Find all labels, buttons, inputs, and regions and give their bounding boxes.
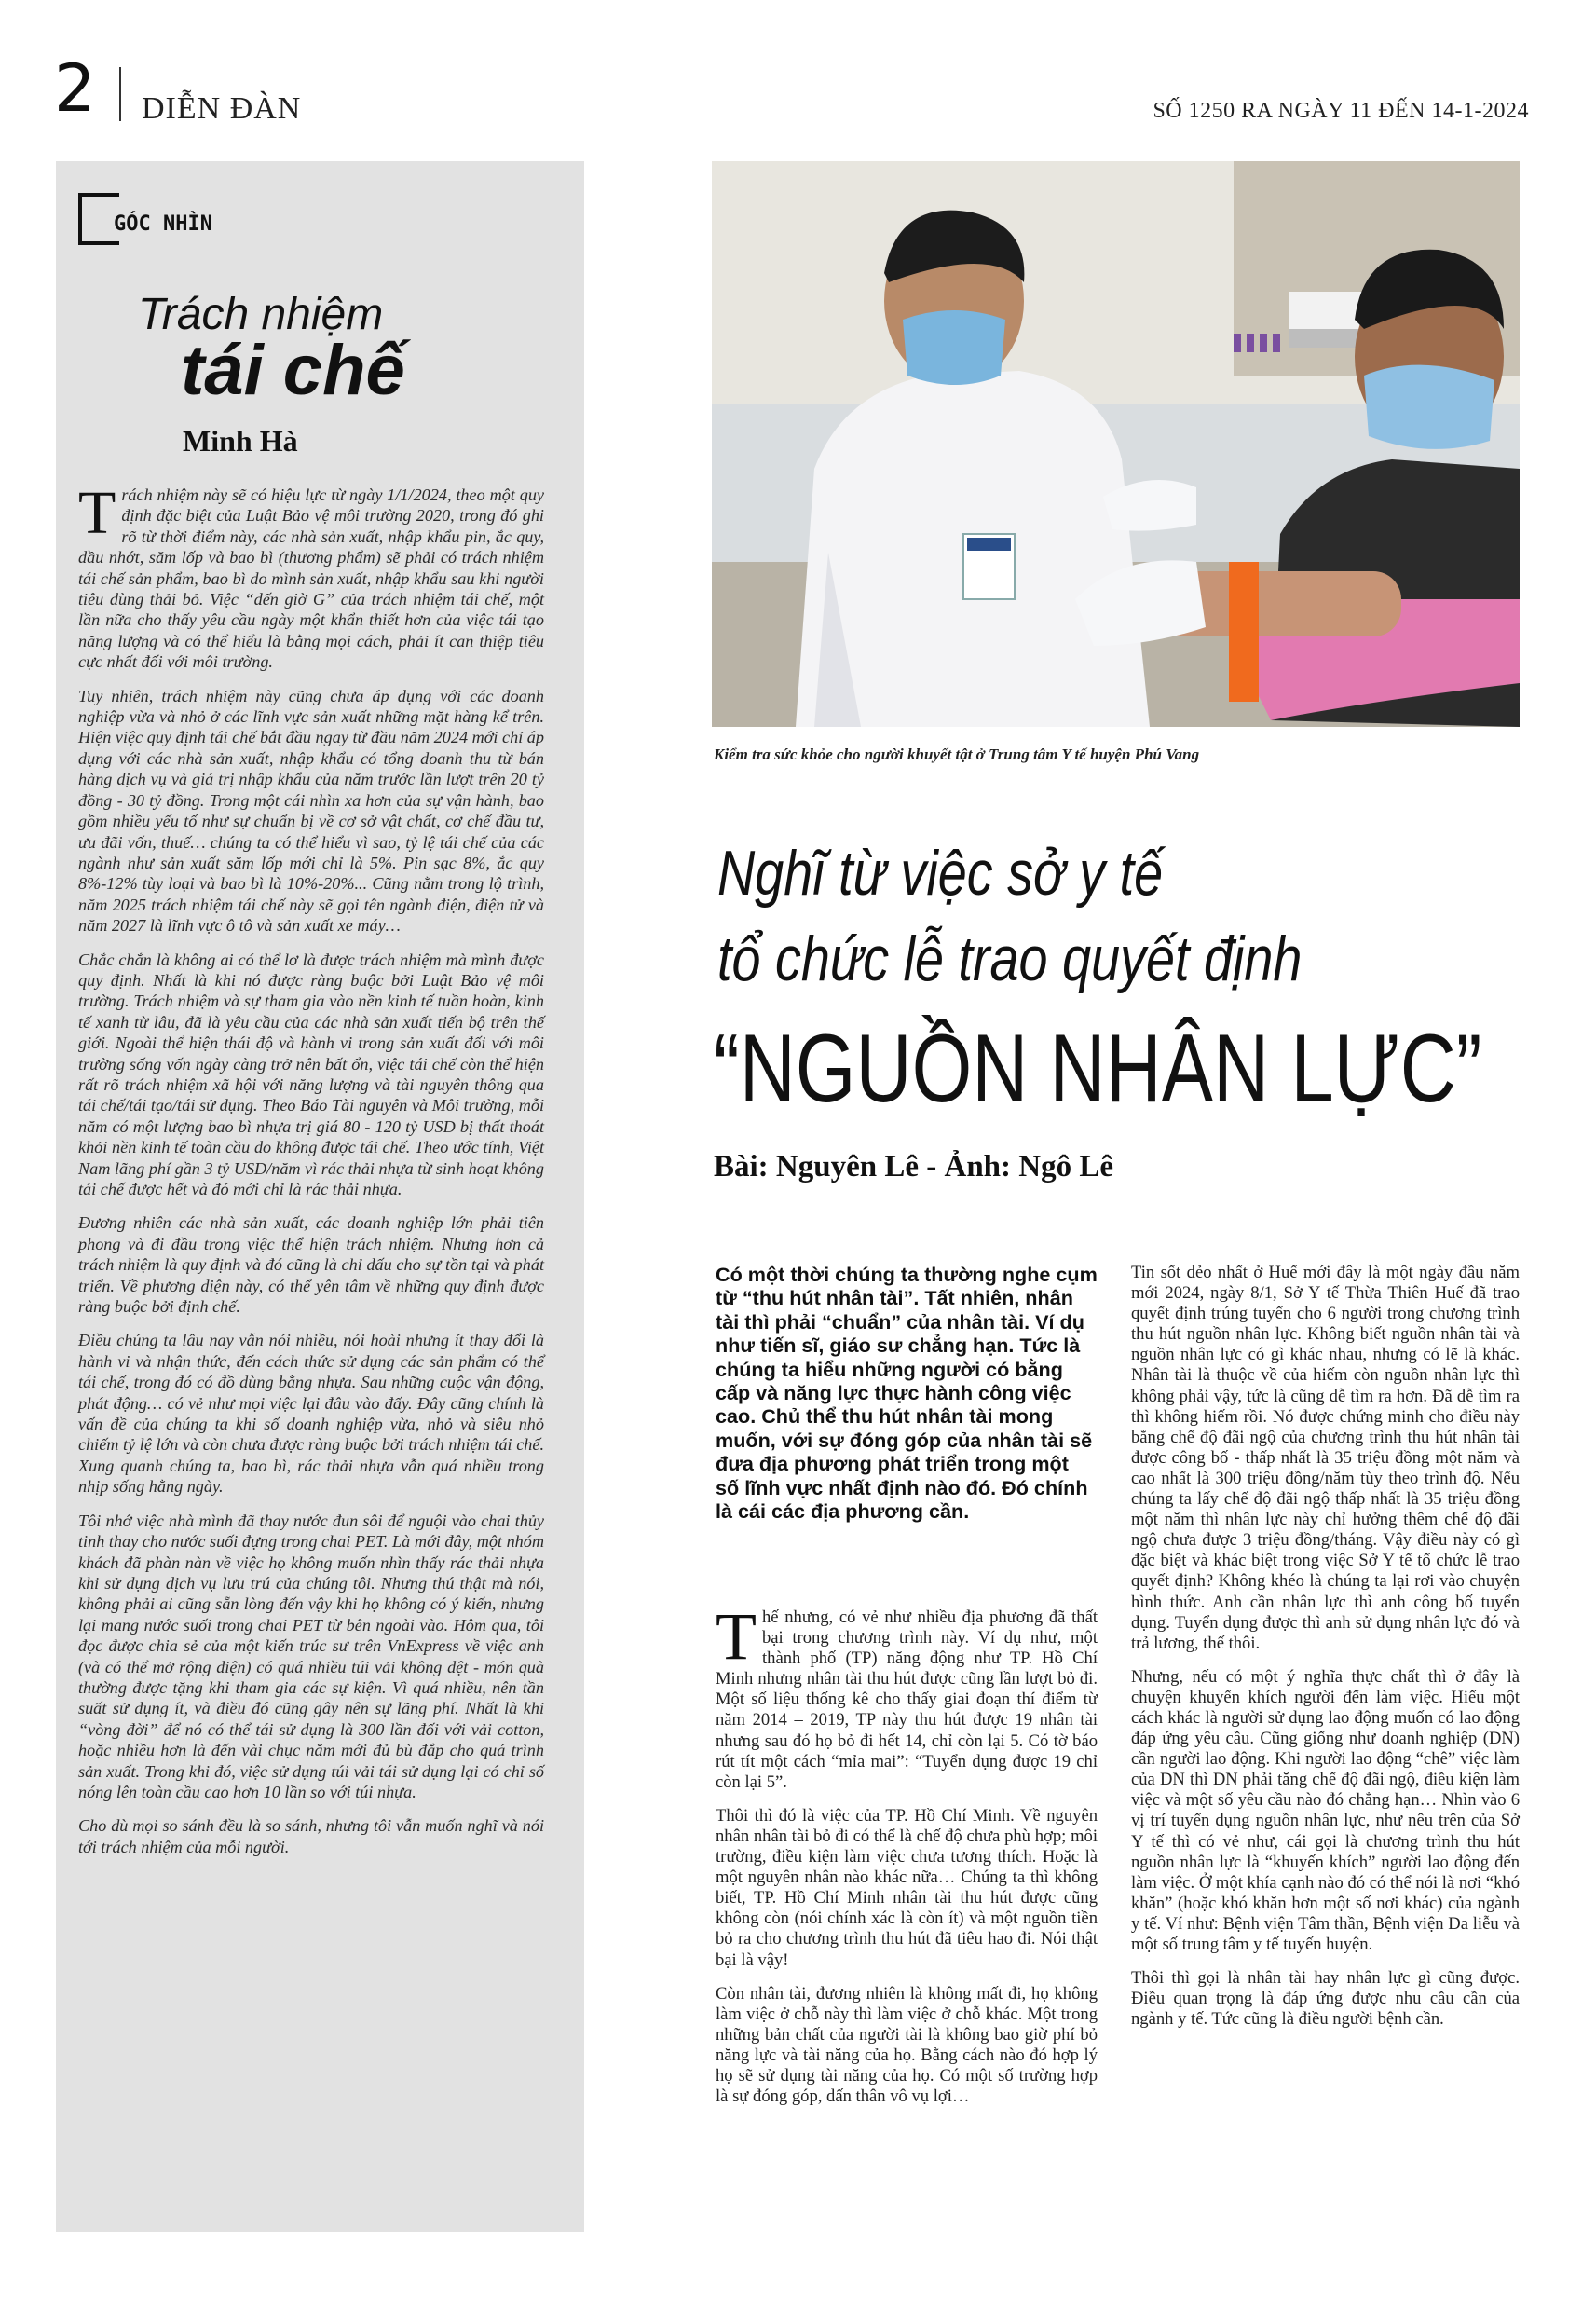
article-lead: Có một thời chúng ta thường nghe cụm từ “thu hút nhân tài”. Tất nhiên, nhân tài thì phải “chuẩn” của nhân tài. Ví dụ như tiến sĩ, giáo sư chẳng hạn. Tức là chúng ta hiểu những người có bằng cấp và năng lực thực hành công việc cao. Chủ thể thu hút nhân tài mong muốn, với sự đóng góp của nhân tài sẽ đưa địa phương phát triển trong một số lĩnh vực nhất định nào đó. Đó chính là cái các địa phương cần. [716, 1263, 1098, 1524]
article-paragraph: Còn nhân tài, đương nhiên là không mất đi, họ không làm việc ở chỗ này thì làm việc ở chỗ khác. Một trong những bản chất của người tài là không bao giờ phí bỏ năng lực và tài năng của họ. Bằng cách nào đó hợp lý họ sẽ sử dụng tài năng của họ. Có một số trường hợp là sự đóng góp, dấn thân vô vụ lợi… [716, 1983, 1098, 2107]
photo-caption: Kiểm tra sức khỏe cho người khuyết tật ở Trung tâm Y tế huyện Phú Vang [714, 746, 1200, 763]
article-byline: Bài: Nguyên Lê - Ảnh: Ngô Lê [714, 1150, 1114, 1183]
issue-info: SỐ 1250 RA NGÀY 11 ĐẾN 14-1-2024 [1153, 99, 1529, 123]
sidebar-paragraph: Điều chúng ta lâu nay vẫn nói nhiều, nói hoài nhưng ít thay đổi là hành vi và nhận thức, đến cách thức sử dụng các sản phẩm có thể tái chế, trong đó có đồ dùng bằng nhựa. Sau những cuộc vận động, phát động… có vẻ như mọi việc lại đâu vào đấy. Đây cũng chính là vấn đề của chúng ta khi số doanh nghiệp vừa, nhỏ và siêu nhỏ chiếm tỷ lệ lớn và còn chưa được ràng buộc bởi trách nhiệm tái chế. Xung quanh chúng ta, bao bì, rác thải nhựa vẫn quá nhiều trong nhịp sống hằng ngày. [78, 1331, 544, 1497]
page-number: 2 [54, 50, 96, 127]
sidebar-dropcap: T [78, 479, 116, 547]
article-dropcap: T [716, 1599, 757, 1674]
article-photo [712, 161, 1520, 727]
sidebar-author: Minh Hà [183, 424, 298, 458]
headline-line1: Nghĩ từ việc sở y tế [717, 838, 1164, 909]
sidebar-title-line1: Trách nhiệm [138, 290, 384, 339]
sidebar-paragraph: Cho dù mọi so sánh đều là so sánh, nhưng tôi vẫn muốn nghĩ và nói tới trách nhiệm của mỗi người. [78, 1816, 544, 1856]
article-paragraph: Thôi thì đó là việc của TP. Hồ Chí Minh. Về nguyên nhân nhân tài bỏ đi có thể là chế độ chưa phù hợp; môi trường, điều kiện làm việc chưa tương thích. Hoặc là một nguyên nhân nào khác nữa… Chúng ta thì không biết, TP. Hồ Chí Minh nhân tài thu hút được cũng không còn (nói chính xác là còn ít) và một nguồn tiền bỏ ra cho chương trình thu hút đã tiêu hao đi. Nói thật bại là vậy! [716, 1805, 1098, 1970]
article-paragraph: Thôi thì gọi là nhân tài hay nhân lực gì cũng được. Điều quan trọng là đáp ứng được nhu cầu cần của ngành y tế. Tức cũng là điều người bệnh cần. [1131, 1968, 1520, 2030]
column-label: GÓC NHÌN [114, 212, 212, 236]
article-paragraph: Tin sốt dẻo nhất ở Huế mới đây là một ngày đầu năm mới 2024, ngày 8/1, Sở Y tế Thừa Thiên Huế đã trao quyết định trúng tuyển cho 6 người trong chương trình thu hút nguồn nhân lực. Không biết nguồn nhân tài và nguồn nhân lực có gì khác nhau, nhưng có lẽ là khác. Nhân tài là thuộc về của hiếm còn nguồn nhân lực thì không phải vậy, tức là cũng dễ tìm ra hơn. Đã dễ tìm ra thì không hiếm rồi. Nó được chứng minh cho điều này bằng chế độ đãi ngộ của chương trình thu hút nhân tài được công bố - thấp nhất là 35 triệu đồng một năm và cao nhất là 300 triệu đồng/năm tùy theo trình độ. Nếu chúng ta lấy chế độ đãi ngộ thấp nhất là 35 triệu đồng một năm thì nhân lực này chỉ hưởng thêm chế độ đãi ngộ chưa được 3 triệu đồng/tháng. Vậy điều này có gì đặc biệt và khác biệt trong việc Sở Y tế tổ chức lễ trao quyết định? Không khéo là chúng ta lại rơi vào chuyện hình thức. Anh cần nhân lực thì anh công bố tuyển dụng. Tuyển dụng được thì anh sử dụng nhân lực đó và trả lương, thế thôi. [1131, 1263, 1520, 1653]
sidebar-paragraph: Tôi nhớ việc nhà mình đã thay nước đun sôi để nguội vào chai thủy tinh thay cho nước suối đựng trong chai PET. Là mới đây, một nhóm khách đã phàn nàn về việc họ không muốn nhìn thấy rác thải nhựa khi sử dụng dịch vụ lưu trú của chúng tôi. Nhưng thú thật mà nói, không phải ai cũng sẵn lòng đến vậy khi họ không có ý kiến, nhưng lại mang nước suối trong chai PET từ bên ngoài vào. Hôm qua, tôi đọc được chia sẻ của một kiến trúc sư trên VnExpress về việc anh (và có thể mở rộng diện) có quá nhiều túi vải không dệt - món quà thường được tặng khi tham gia các sự kiện. Vì quá nhiều, nên tần suất sử dụng ít, và điều đó cũng gây nên sự lãng phí. Nhất là khi “vòng đời” để nó có thể tái sử dụng là 300 lần đối với vải cotton, hoặc nhiều hơn là đến vài chục năm mới đủ bù đắp cho quá trình sản xuất. Trong khi đó, việc sử dụng túi vải tái sử dụng lại có chỉ số nóng lên toàn cầu cao hơn 10 lần so với túi nhựa. [78, 1511, 544, 1801]
sidebar-body [78, 479, 544, 1870]
sidebar-paragraph: Chắc chắn là không ai có thể lơ là được trách nhiệm mà mình được quy định. Nhất là khi nó được ràng buộc bởi Luật Bảo vệ môi trường. Trách nhiệm và sự tham gia vào nền kinh tế tuần hoàn, kinh tế xanh từ lâu, đã là yêu cầu của các nhà sản xuất tiến bộ trên thế giới. Ngoài thể hiện thái độ và hành vi trong sản xuất đối với môi trường sống vốn ngày càng trở nên bất ổn, việc tái chế còn thể hiện rất rõ trách nhiệm xã hội với năng lượng và tài nguyên thông qua tái chế/tái tạo/tái sử dụng. Theo Báo Tài nguyên và Môi trường, mỗi năm có một lượng bao bì nhựa trị giá 80 - 120 tỷ USD bị thất thoát khỏi nền kinh tế toàn cầu do không được tái chế. Theo ước tính, Việt Nam lãng phí gần 3 tỷ USD/năm vì rác thải nhựa từ sinh hoạt không tái chế được hết và đó mới chỉ là rác thải nhựa. [78, 950, 544, 1198]
section-name: DIỄN ĐÀN [142, 91, 302, 126]
article-column-2 [1131, 1263, 1520, 2043]
sidebar-paragraph: Trách nhiệm này sẽ có hiệu lực từ ngày 1/1/2024, theo một quy định đặc biệt của Luật Bảo vệ môi trường 2020, trong đó ghi rõ từ thời điểm này, các nhà sản xuất, nhập khẩu pin, ắc quy, dầu nhớt, săm lốp và bao bì (thương phẩm) sẽ phải có trách nhiệm tái chế sản phẩm, bao bì do mình sản xuất, nhập khẩu sau khi người tiêu dùng thải bỏ. Việc “đến giờ G” của trách nhiệm tái chế, một lần nữa cho thấy yêu cầu ngày một khẩn thiết hơn của việc tái tạo năng lượng và có thể hiểu là bằng mọi cách, phải ít can thiệp tiêu cực nhất đối với môi trường. [78, 479, 544, 672]
sidebar-paragraph: Đương nhiên các nhà sản xuất, các doanh nghiệp lớn phải tiên phong và đi đầu trong việc thể hiện trách nhiệm. Nhưng hơn cả trách nhiệm là quy định và đó cũng là chỉ dấu cho sự tồn tại và phát triển. Về phương diện này, có thể yên tâm về những quy định được ràng buộc bởi định chế. [78, 1213, 544, 1317]
sidebar-title-line2: tái chế [181, 331, 405, 410]
sidebar-paragraph: Tuy nhiên, trách nhiệm này cũng chưa áp dụng với các doanh nghiệp vừa và nhỏ ở các lĩnh vực sản xuất những mặt hàng kể trên. Hiện việc quy định tái chế bắt đầu ngay từ đầu năm 2024 mới chỉ áp dụng với các nhà sản xuất, nhập khẩu có tổng doanh thu từ bán hàng dịch vụ và giá trị nhập khẩu của năm trước lần lượt trên 20 tỷ đồng - 30 tỷ đồng. Trong một cái nhìn xa hơn của sự vận hành, bao gồm nhiều yếu tố như sự chuẩn bị về cơ sở vật chất, cơ chế đầu tư, ưu đãi vốn, thuế… chúng ta có thể hiểu vì sao, tỷ lệ tái chế của các ngành như sản xuất săm lốp mới chỉ là 5%. Pin sạc 8%, ắc quy 8%-12% tùy loại và bao bì là 10%-20%... Cũng nằm trong lộ trình, năm 2025 trách nhiệm tái chế này sẽ gọi tên ngành điện, điện tử và năm 2027 là lĩnh vực ô tô và sản xuất xe máy… [78, 686, 544, 936]
header-divider [119, 67, 121, 121]
headline-line2: tổ chức lễ trao quyết định [717, 923, 1303, 994]
article-paragraph: Thế nhưng, có vẻ như nhiều địa phương đã thất bại trong chương trình này. Ví dụ như, một thành phố (TP) năng động như TP. Hồ Chí Minh nhưng nhân tài thu hút được cũng lần lượt bỏ đi. Một số liệu thống kê cho thấy giai đoạn thí điểm từ năm 2014 – 2019, TP này thu hút được 19 nhân tài nhưng sau đó họ bỏ đi hết 14, chỉ còn lại 5. Có tờ báo rút tít một cách “mỉa mai”: “Tuyển dụng được 19 chỉ còn lại 5”. [716, 1599, 1098, 1792]
article-paragraph: Nhưng, nếu có một ý nghĩa thực chất thì ở đây là chuyện khuyến khích người đến làm việc. Hiểu một cách khác là người sử dụng lao động muốn có lao động đáp ứng yêu cầu. Cũng giống như doanh nghiệp (DN) cần người lao động. Khi người lao động “chê” việc làm của DN thì DN phải tăng chế độ đãi ngộ, điều kiện làm việc và một số yêu cầu nào đó chẳng hạn… Nhìn vào 6 vị trí tuyển dụng nguồn nhân lực, như nêu trên của Sở Y tế thì có vẻ như, cái gọi là chương trình thu hút nguồn nhân lực là “khuyến khích” người lao động đến làm việc. Ở một khía cạnh nào đó có thể nói là nơi “khó khăn” (hoặc khó khăn hơn một số nơi khác) của ngành y tế. Ví như: Bệnh viện Tâm thần, Bệnh viện Da liễu và một số trung tâm y tế tuyến huyện. [1131, 1666, 1520, 1954]
photo-illustration [712, 161, 1520, 727]
article-column-1 [716, 1599, 1098, 2120]
headline-line3: “NGUỒN NHÂN LỰC” [714, 1015, 1482, 1123]
